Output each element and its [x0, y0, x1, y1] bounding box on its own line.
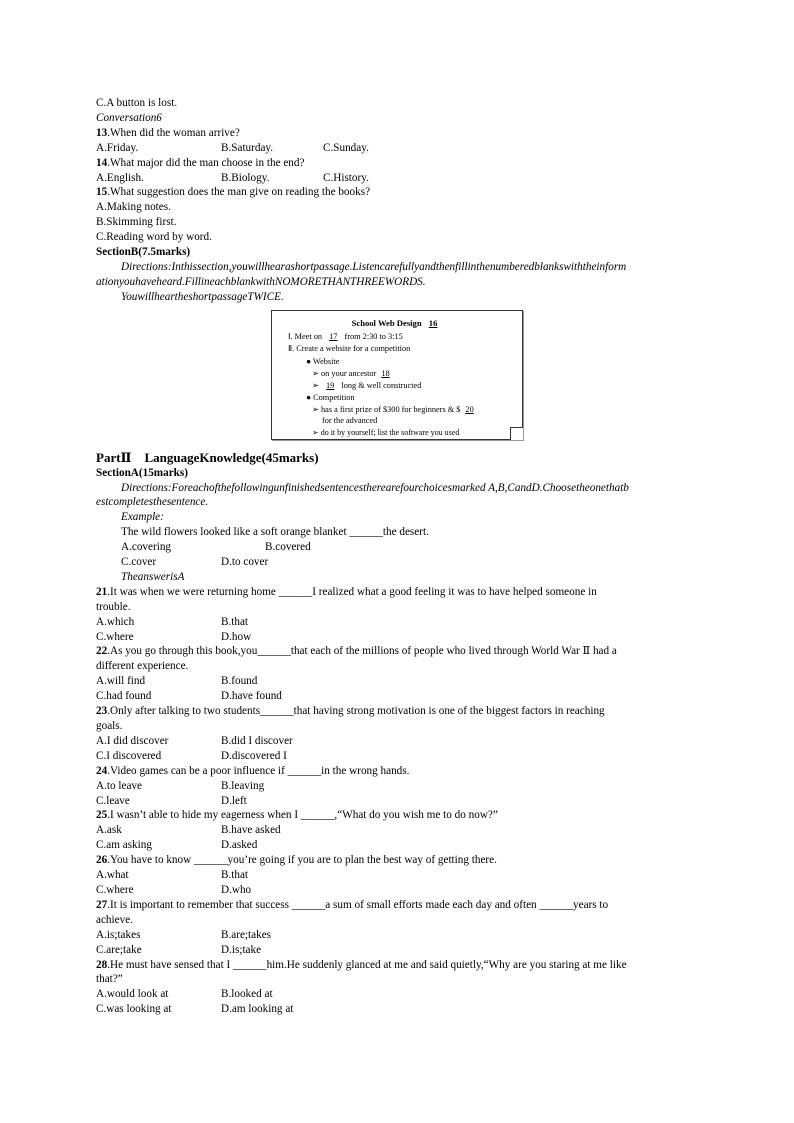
- question-13: 13.When did the woman arrive?: [96, 126, 240, 139]
- option-b: B.Saturday.: [221, 141, 274, 154]
- question-stem: 28.He must have sensed that I ______him.He suddenly glanced at me and said quietly,“Why are you staring at me like: [96, 958, 627, 971]
- question-13-options: [96, 141, 698, 156]
- question-text: As you go through this book,you______that each of the millions of people who lived through World War Ⅱ had a: [109, 645, 617, 658]
- example-options-row-1: [96, 540, 698, 555]
- question-14: 14.What major did the man choose in the end?: [96, 156, 305, 169]
- option-c: C.are;take: [96, 943, 142, 956]
- question-text: Only after talking to two students______that having strong motivation is one of the biggest factors in reaching: [109, 705, 605, 718]
- example-options-row-2: [96, 555, 698, 570]
- question-15: 15.What suggestion does the man give on reading the books?: [96, 186, 371, 199]
- option-b: B.did I discover: [221, 734, 293, 747]
- options-row-1: [96, 615, 698, 630]
- w1-prefix: ➢ on your ancestor: [312, 368, 377, 378]
- question-text: He must have sensed that I ______him.He suddenly glanced at me and said quietly,“Why are you staring at me like: [109, 958, 627, 971]
- options-row-2: [96, 794, 698, 809]
- notecard-figure: [96, 307, 698, 447]
- option-c: C.am asking: [96, 839, 152, 852]
- question-number: 27: [96, 898, 108, 911]
- question-number: 14: [96, 156, 108, 169]
- options-row-2: [96, 689, 698, 704]
- option-d: D.who: [221, 883, 252, 896]
- question-number: 25: [96, 809, 108, 822]
- question-text: It is important to remember that success ______a sum of small efforts made each day and often ______years to: [109, 898, 609, 911]
- question-text-cont: achieve.: [96, 913, 133, 926]
- option-c: C.History.: [323, 171, 369, 184]
- question-stem: 27.It is important to remember that success ______a sum of small efforts made each day and often ______years to: [96, 898, 609, 911]
- c1-prefix: ➢ has a first prize of $300 for beginners & $: [312, 404, 461, 414]
- question-26: [96, 853, 698, 898]
- notecard-website-line-2: ➢ 19 long & well constructed: [312, 380, 422, 390]
- question-number: 13: [96, 126, 108, 139]
- options-row-2: [96, 630, 698, 645]
- conversation-6-label: Conversation6: [96, 111, 162, 124]
- option-c: C.was looking at: [96, 1003, 172, 1016]
- option-a: A.which: [96, 615, 135, 628]
- option-a: A.I did discover: [96, 734, 169, 747]
- option-a: A.Making notes.: [96, 201, 171, 214]
- question-stem: 24.Video games can be a poor influence if ______in the wrong hands.: [96, 764, 410, 777]
- question-stem: 25.I wasn’t able to hide my eagerness when I ______,“What do you wish me to do now?”: [96, 809, 498, 822]
- section-a-heading: SectionA(15marks): [96, 466, 188, 479]
- option-d: D.left: [221, 794, 247, 807]
- option-b: B.leaving: [221, 779, 265, 792]
- question-number: 23: [96, 705, 108, 718]
- blank-17: 17: [329, 331, 338, 341]
- option-b: B.have asked: [221, 824, 281, 837]
- notecard-website-line-1: [312, 368, 395, 380]
- question-text: You have to know ______you’re going if you are to plan the best way of getting there.: [109, 854, 497, 867]
- options-row-1: [96, 928, 698, 943]
- question-list: [96, 585, 698, 1017]
- option-a: A.covering: [121, 541, 172, 554]
- section-b-directions-2: ationyouhaveheard.FillineachblankwithNOMORETHANTHREEWORDS.: [96, 275, 426, 288]
- option-c: C.leave: [96, 794, 130, 807]
- notecard-item-2: Ⅱ. Create a website for a competition: [288, 343, 411, 353]
- option-b: B.Skimming first.: [96, 216, 177, 229]
- option-c: C.Sunday.: [323, 141, 369, 154]
- option-a: A.what: [96, 869, 129, 882]
- question-text-cont: trouble.: [96, 600, 131, 613]
- question-text: I wasn’t able to hide my eagerness when I ______,“What do you wish me to do now?”: [109, 809, 498, 822]
- options-row-1: [96, 674, 698, 689]
- options-row-2: [96, 883, 698, 898]
- section-b-heading: SectionB(7.5marks): [96, 246, 191, 259]
- notecard-website: ● Website: [306, 356, 340, 366]
- option-c: C.I discovered: [96, 749, 162, 762]
- blank-16: 16: [428, 317, 438, 328]
- section-a-directions-2: estcompletesthesentence.: [96, 496, 209, 509]
- option-d: D.to cover: [221, 556, 269, 569]
- question-14-options: [96, 171, 698, 186]
- notecard-item-1: [288, 331, 403, 343]
- section-b-directions-1: Directions:Inthissection,youwillhearashortpassage.Listencarefullyandthenfillinthenumberedblankswiththeinform: [121, 260, 627, 273]
- option-b: B.found: [221, 675, 258, 688]
- option-d: D.is;take: [221, 943, 262, 956]
- question-text: When did the woman arrive?: [109, 126, 240, 139]
- option-a: A.will find: [96, 675, 146, 688]
- question-text: What major did the man choose in the end?: [109, 156, 305, 169]
- blank-18: 18: [381, 368, 390, 378]
- question-number: 28: [96, 958, 108, 971]
- options-row-1: [96, 779, 698, 794]
- question-stem: 23.Only after talking to two students______that having strong motivation is one of the biggest factors in reaching: [96, 705, 605, 718]
- option-a: A.would look at: [96, 988, 169, 1001]
- item-1-prefix: Ⅰ. Meet on: [288, 331, 323, 341]
- page-curl-icon: [510, 427, 523, 440]
- option-d: D.asked: [221, 839, 258, 852]
- options-row-1: [96, 823, 698, 838]
- option-b: B.covered: [265, 541, 311, 554]
- question-number: 22: [96, 645, 108, 658]
- option-d: D.discovered I: [221, 749, 287, 762]
- question-text: Video games can be a poor influence if ______in the wrong hands.: [109, 764, 410, 777]
- option-d: D.have found: [221, 690, 282, 703]
- option-c: C.had found: [96, 690, 152, 703]
- option-d: D.am looking at: [221, 1003, 294, 1016]
- option-b: B.that: [221, 869, 249, 882]
- options-row-1: [96, 987, 698, 1002]
- options-row-2: [96, 749, 698, 764]
- option-b: B.Biology.: [221, 171, 270, 184]
- option-c: C.cover: [121, 556, 157, 569]
- option-c: C.where: [96, 883, 134, 896]
- notecard-title-text: School Web Design: [351, 317, 422, 328]
- options-row-2: [96, 1002, 698, 1017]
- conv5-option-c: C.A button is lost.: [96, 97, 178, 109]
- question-number: 26: [96, 854, 108, 867]
- item-1-suffix: from 2:30 to 3:15: [344, 331, 403, 341]
- option-a: A.Friday.: [96, 141, 139, 154]
- question-21: [96, 585, 698, 645]
- example-label: Example:: [121, 511, 164, 524]
- options-row-2: [96, 838, 698, 853]
- option-c: C.Reading word by word.: [96, 231, 212, 244]
- notecard-competition-line-2: ➢ do it by yourself; list the software you used: [312, 427, 460, 437]
- question-text-cont: that?”: [96, 973, 123, 986]
- question-number: 15: [96, 186, 108, 199]
- example-answer: TheanswerisA: [121, 570, 185, 583]
- section-b-directions-3: YouwillheartheshortpassageTWICE.: [121, 290, 284, 303]
- question-22: [96, 644, 698, 704]
- question-number: 24: [96, 764, 108, 777]
- option-a: A.ask: [96, 824, 122, 837]
- worksheet-page: [96, 96, 698, 1017]
- option-a: A.is;takes: [96, 928, 141, 941]
- w2-suffix: long & well constructed: [341, 380, 422, 390]
- section-a-directions-1: Directions:Foreachofthefollowingunfinishedsentencestherearefourchoicesmarked A,B,CandD.Choosetheonethatb: [121, 481, 629, 494]
- question-number: 21: [96, 585, 108, 598]
- option-a: A.to leave: [96, 779, 142, 792]
- question-27: [96, 898, 698, 958]
- question-28: [96, 958, 698, 1018]
- options-row-1: [96, 734, 698, 749]
- example-sentence: The wild flowers looked like a soft orange blanket ______the desert.: [121, 526, 429, 539]
- option-d: D.how: [221, 630, 252, 643]
- question-text-cont: different experience.: [96, 660, 189, 673]
- question-stem: 22.As you go through this book,you______that each of the millions of people who lived through World War Ⅱ had a: [96, 645, 617, 658]
- option-b: B.that: [221, 615, 249, 628]
- notecard-competition-line-1-cont: for the advanced: [322, 415, 378, 425]
- question-text: It was when we were returning home ______I realized what a good feeling it was to have helped someone in: [109, 585, 597, 598]
- blank-19: 19: [326, 380, 335, 390]
- question-24: [96, 764, 698, 809]
- part-2-heading: PartⅡ LanguageKnowledge(45marks): [96, 449, 319, 465]
- notecard-title: [272, 317, 522, 329]
- notecard-competition: ● Competition: [306, 392, 355, 402]
- question-text-cont: goals.: [96, 720, 123, 732]
- question-text: What suggestion does the man give on reading the books?: [109, 186, 371, 199]
- question-stem: 26.You have to know ______you’re going if you are to plan the best way of getting there.: [96, 854, 497, 867]
- option-b: B.looked at: [221, 988, 273, 1001]
- question-23: [96, 704, 698, 764]
- option-b: B.are;takes: [221, 928, 272, 941]
- notecard: [271, 310, 523, 440]
- option-a: A.English.: [96, 171, 144, 184]
- option-c: C.where: [96, 630, 134, 643]
- options-row-2: [96, 943, 698, 958]
- question-25: [96, 808, 698, 853]
- blank-20: 20: [465, 404, 474, 414]
- question-stem: 21.It was when we were returning home ______I realized what a good feeling it was to have helped someone in: [96, 585, 597, 598]
- options-row-1: [96, 868, 698, 883]
